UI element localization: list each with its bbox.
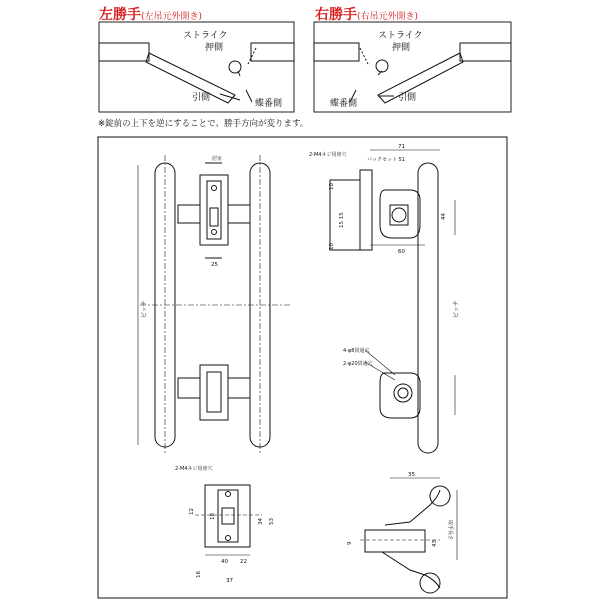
left-pull-label: 引側 bbox=[192, 93, 211, 103]
right-hinge-label: 蝶番側 bbox=[330, 99, 358, 109]
dim-60: 60 bbox=[398, 249, 405, 255]
dim-22: 22 bbox=[240, 559, 247, 565]
hole-8-label: 4-φ8貫通穴 bbox=[343, 348, 370, 354]
dim-53: 53 bbox=[269, 518, 275, 525]
right-hand-subtitle: (右吊元外開き) bbox=[357, 12, 419, 22]
right-hand-title-text: 右勝手 bbox=[315, 7, 357, 23]
dim-40: 40 bbox=[221, 559, 228, 565]
dim-18: 18 bbox=[210, 513, 216, 520]
pitch-right-label: ピッチ bbox=[453, 300, 460, 318]
backset-label: バックセット 51 bbox=[367, 157, 405, 163]
cylinder-label: 居室 bbox=[212, 156, 223, 162]
m4-bottom-label: 2-M4ネジ用座穴 bbox=[175, 466, 213, 472]
dim-10b: 10 bbox=[329, 243, 335, 250]
right-pull-label: 引側 bbox=[398, 93, 417, 103]
dim-12: 12 bbox=[189, 508, 195, 515]
hand-change-note: ※錠前の上下を逆にすることで、勝手方向が変ります。 bbox=[98, 119, 309, 129]
left-hand-title-text: 左勝手 bbox=[99, 7, 141, 23]
dim-34: 34 bbox=[258, 518, 264, 525]
dim-25: 25 bbox=[211, 262, 218, 268]
dim-9: 9 bbox=[347, 541, 353, 545]
pitch-left-label: ピッチ bbox=[141, 300, 148, 318]
hole-20-label: 2-φ20貫通穴 bbox=[343, 361, 373, 367]
side-view bbox=[330, 150, 455, 453]
left-push-label: 押側 bbox=[205, 43, 224, 53]
left-strike-label: ストライク bbox=[183, 31, 228, 41]
dim-35: 35 bbox=[408, 472, 415, 478]
right-push-label: 押側 bbox=[392, 43, 411, 53]
strike-detail bbox=[195, 485, 262, 555]
bar-length-label: 取手長さ bbox=[447, 520, 453, 541]
dim-44: 44 bbox=[441, 213, 447, 220]
m4-top-label: 2-M4ネジ用座穴 bbox=[309, 152, 347, 158]
left-hinge-label: 蝶番側 bbox=[255, 99, 283, 109]
left-hand-subtitle: (左吊元外開き) bbox=[141, 12, 203, 22]
lever-section bbox=[360, 478, 457, 593]
dim-10a: 10 bbox=[329, 183, 335, 190]
main-drawing-frame bbox=[98, 137, 507, 598]
dim-15-15: 15 15 bbox=[339, 212, 345, 228]
dim-43: 43 bbox=[432, 540, 438, 547]
front-view bbox=[138, 155, 290, 455]
dim-16: 16 bbox=[196, 571, 202, 578]
right-strike-label: ストライク bbox=[378, 31, 423, 41]
dim-37: 37 bbox=[226, 578, 233, 584]
dim-71: 71 bbox=[398, 144, 405, 150]
